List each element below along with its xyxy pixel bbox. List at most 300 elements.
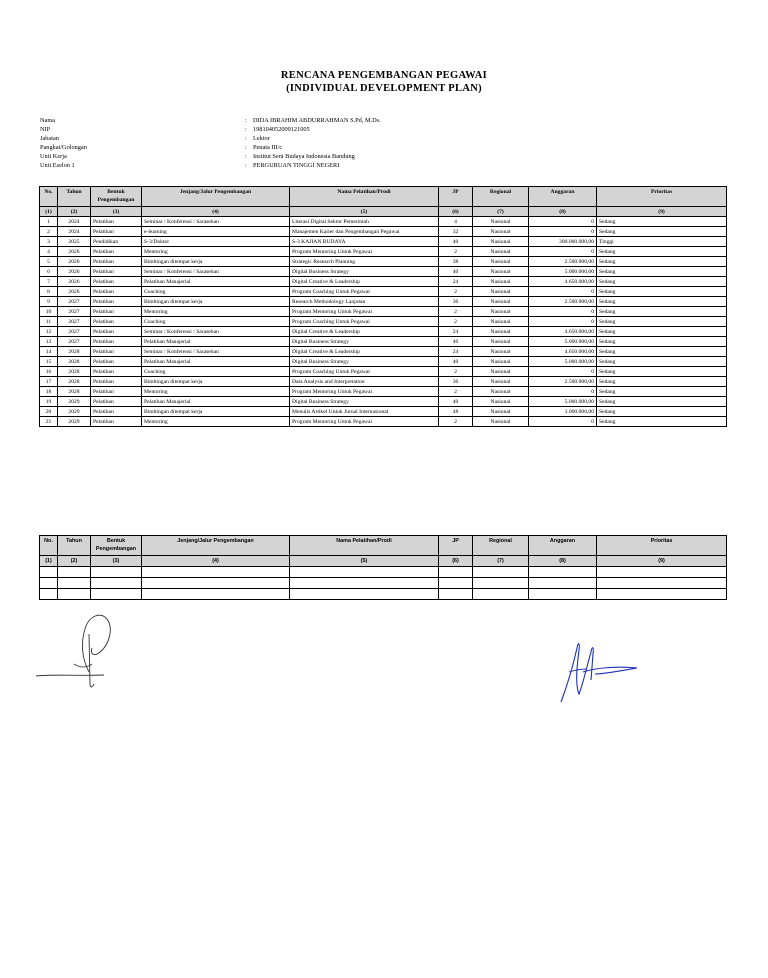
table-column-number-row (40, 556, 727, 567)
cell-year: 2026 (58, 247, 91, 257)
column-number: (4) (142, 207, 290, 217)
cell-path: Pelatihan Manajerial (142, 337, 290, 347)
column-header: JP (439, 187, 473, 207)
info-separator: : (245, 117, 247, 124)
cell-regional: Nasional (473, 257, 529, 267)
info-value: 198104052009121005 (253, 126, 310, 133)
table-row (40, 567, 727, 578)
cell-form: Pelatihan (91, 247, 142, 257)
cell-budget: 0 (529, 227, 597, 237)
cell-form: Pelatihan (91, 397, 142, 407)
cell-form: Pendidikan (91, 237, 142, 247)
column-header: Prioritas (597, 536, 727, 556)
cell-path: Seminar / Konferensi / Sarasehan (142, 327, 290, 337)
cell-regional: Nasional (473, 347, 529, 357)
cell-no: 16 (40, 367, 58, 377)
cell-path: Bimbingan ditempat kerja (142, 407, 290, 417)
column-number: (5) (290, 207, 439, 217)
column-number: (8) (529, 556, 597, 567)
cell-path: S-3/Doktor (142, 237, 290, 247)
cell-path: Bimbingan ditempat kerja (142, 297, 290, 307)
empty-cell (529, 567, 597, 578)
cell-budget: 4.650.000,00 (529, 327, 597, 337)
cell-no: 10 (40, 307, 58, 317)
cell-form: Pelatihan (91, 267, 142, 277)
column-number: (3) (91, 556, 142, 567)
table-row (40, 247, 727, 257)
cell-form: Pelatihan (91, 407, 142, 417)
info-row (40, 152, 640, 161)
cell-priority: Sedang (597, 257, 727, 267)
cell-path: Mentoring (142, 417, 290, 427)
cell-regional: Nasional (473, 337, 529, 347)
cell-jp: 38 (439, 257, 473, 267)
cell-training-name: Menulis Artikel Untuk Jurnal Internasional (290, 407, 439, 417)
empty-cell (91, 589, 142, 600)
cell-training-name: Program Coaching Untuk Pegawai (290, 367, 439, 377)
info-label: Pangkat/Golongan (40, 144, 87, 151)
column-header: JP (439, 536, 473, 556)
cell-path: Pelatihan Manajerial (142, 277, 290, 287)
development-plan-table (39, 186, 727, 427)
cell-priority: Sedang (597, 387, 727, 397)
column-number: (5) (290, 556, 439, 567)
info-label: Nama (40, 117, 56, 124)
cell-no: 19 (40, 397, 58, 407)
cell-budget: 0 (529, 247, 597, 257)
column-number: (6) (439, 556, 473, 567)
cell-no: 5 (40, 257, 58, 267)
cell-no: 21 (40, 417, 58, 427)
column-number: (8) (529, 207, 597, 217)
column-header: Anggaran (529, 536, 597, 556)
table-row (40, 357, 727, 367)
empty-cell (142, 578, 290, 589)
cell-jp: 2 (439, 417, 473, 427)
cell-jp: 24 (439, 327, 473, 337)
cell-form: Pelatihan (91, 307, 142, 317)
cell-regional: Nasional (473, 397, 529, 407)
empty-cell (290, 578, 439, 589)
cell-year: 2026 (58, 277, 91, 287)
cell-budget: 5.000.000,00 (529, 357, 597, 367)
cell-year: 2028 (58, 357, 91, 367)
empty-cell (597, 578, 727, 589)
column-header: Tahun (58, 187, 91, 207)
column-header: No. (40, 187, 58, 207)
empty-cell (40, 567, 58, 578)
cell-regional: Nasional (473, 317, 529, 327)
cell-jp: 2 (439, 287, 473, 297)
cell-year: 2025 (58, 237, 91, 247)
cell-training-name: Manajemen Karier dan Pengembangan Pegawai (290, 227, 439, 237)
column-number: (9) (597, 207, 727, 217)
info-label: Unit Kerja (40, 153, 67, 160)
cell-jp: 40 (439, 397, 473, 407)
cell-training-name: Digital Creative & Leadership (290, 277, 439, 287)
cell-no: 18 (40, 387, 58, 397)
cell-training-name: Digital Creative & Leadership (290, 327, 439, 337)
cell-priority: Sedang (597, 297, 727, 307)
cell-priority: Sedang (597, 347, 727, 357)
cell-regional: Nasional (473, 377, 529, 387)
cell-jp: 2 (439, 247, 473, 257)
column-number: (3) (91, 207, 142, 217)
cell-year: 2024 (58, 217, 91, 227)
cell-jp: 40 (439, 237, 473, 247)
info-label: Jabatan (40, 135, 59, 142)
cell-training-name: Program Coaching Untuk Pegawai (290, 287, 439, 297)
column-header: Prioritas (597, 187, 727, 207)
info-row (40, 125, 640, 134)
cell-year: 2029 (58, 417, 91, 427)
cell-priority: Sedang (597, 357, 727, 367)
additional-plan-table (39, 535, 727, 600)
cell-training-name: Digital Creative & Leadership (290, 347, 439, 357)
cell-regional: Nasional (473, 417, 529, 427)
empty-cell (58, 578, 91, 589)
cell-form: Pelatihan (91, 357, 142, 367)
column-number: (1) (40, 207, 58, 217)
signature-left-image (34, 604, 144, 694)
cell-jp: 2 (439, 307, 473, 317)
empty-cell (439, 578, 473, 589)
empty-cell (439, 567, 473, 578)
cell-jp: 32 (439, 227, 473, 237)
cell-training-name: Program Coaching Untuk Pegawai (290, 317, 439, 327)
column-number: (7) (473, 207, 529, 217)
column-number: (1) (40, 556, 58, 567)
cell-path: Mentoring (142, 387, 290, 397)
cell-no: 9 (40, 297, 58, 307)
cell-path: Pelatihan Manajerial (142, 357, 290, 367)
info-separator: : (245, 144, 247, 151)
empty-cell (473, 589, 529, 600)
cell-training-name: Program Mentoring Untuk Pegawai (290, 307, 439, 317)
cell-no: 15 (40, 357, 58, 367)
empty-cell (473, 567, 529, 578)
cell-year: 2026 (58, 257, 91, 267)
cell-no: 17 (40, 377, 58, 387)
cell-no: 14 (40, 347, 58, 357)
cell-training-name: Program Mentoring Untuk Pegawai (290, 247, 439, 257)
column-number: (2) (58, 207, 91, 217)
cell-year: 2028 (58, 387, 91, 397)
cell-year: 2029 (58, 407, 91, 417)
cell-priority: Sedang (597, 407, 727, 417)
column-header: Bentuk Pengembangan (91, 187, 142, 207)
cell-training-name: Program Mentoring Untuk Pegawai (290, 417, 439, 427)
empty-cell (142, 567, 290, 578)
cell-path: Bimbingan ditempat kerja (142, 377, 290, 387)
cell-path: e-learning (142, 227, 290, 237)
cell-budget: 0 (529, 317, 597, 327)
cell-regional: Nasional (473, 407, 529, 417)
cell-budget: 5.000.000,00 (529, 337, 597, 347)
info-value: PERGURUAN TINGGI NEGERI (253, 162, 340, 169)
cell-no: 4 (40, 247, 58, 257)
column-header: Nama Pelatihan/Prodi (290, 536, 439, 556)
cell-regional: Nasional (473, 387, 529, 397)
cell-priority: Sedang (597, 337, 727, 347)
cell-no: 2 (40, 227, 58, 237)
column-header: Anggaran (529, 187, 597, 207)
cell-budget: 0 (529, 307, 597, 317)
info-value: Penata III/c (253, 144, 283, 151)
cell-budget: 4.650.000,00 (529, 277, 597, 287)
cell-path: Mentoring (142, 307, 290, 317)
cell-priority: Tinggi (597, 237, 727, 247)
table-row (40, 589, 727, 600)
cell-jp: 2 (439, 367, 473, 377)
cell-jp: 2 (439, 387, 473, 397)
cell-form: Pelatihan (91, 227, 142, 237)
info-row (40, 116, 640, 125)
cell-regional: Nasional (473, 267, 529, 277)
cell-jp: 48 (439, 407, 473, 417)
cell-year: 2028 (58, 367, 91, 377)
cell-regional: Nasional (473, 367, 529, 377)
cell-budget: 0 (529, 287, 597, 297)
column-header: Jenjang/Jalur Pengembangan (142, 187, 290, 207)
cell-form: Pelatihan (91, 337, 142, 347)
cell-budget: 0 (529, 217, 597, 227)
cell-priority: Sedang (597, 287, 727, 297)
cell-form: Pelatihan (91, 317, 142, 327)
cell-training-name: Research Methodology Lanjutan (290, 297, 439, 307)
cell-year: 2027 (58, 317, 91, 327)
cell-budget: 2.500.000,00 (529, 297, 597, 307)
empty-cell (91, 578, 142, 589)
info-label: Unit Eselon 1 (40, 162, 75, 169)
column-header: Bentuk Pengembangan (91, 536, 142, 556)
cell-priority: Sedang (597, 227, 727, 237)
table-row (40, 407, 727, 417)
cell-form: Pelatihan (91, 297, 142, 307)
empty-cell (58, 567, 91, 578)
cell-no: 1 (40, 217, 58, 227)
cell-priority: Sedang (597, 247, 727, 257)
cell-priority: Sedang (597, 377, 727, 387)
signature-right-image (555, 636, 645, 708)
cell-training-name: Data Analysis and Interpretation (290, 377, 439, 387)
info-row (40, 143, 640, 152)
table-row (40, 287, 727, 297)
empty-cell (290, 589, 439, 600)
cell-budget: 0 (529, 387, 597, 397)
cell-training-name: Digital Business Strategy (290, 397, 439, 407)
cell-path: Bimbingan ditempat kerja (142, 257, 290, 267)
empty-cell (40, 589, 58, 600)
table-row (40, 297, 727, 307)
cell-jp: 40 (439, 267, 473, 277)
table-row (40, 227, 727, 237)
table-row (40, 307, 727, 317)
table-row (40, 317, 727, 327)
cell-training-name: Digital Business Strategy (290, 267, 439, 277)
cell-year: 2027 (58, 307, 91, 317)
document-title: RENCANA PENGEMBANGAN PEGAWAI (280, 70, 488, 81)
empty-cell (290, 567, 439, 578)
table-row (40, 337, 727, 347)
cell-regional: Nasional (473, 227, 529, 237)
cell-path: Mentoring (142, 247, 290, 257)
column-number: (9) (597, 556, 727, 567)
cell-budget: 5.000.000,00 (529, 267, 597, 277)
table-row (40, 237, 727, 247)
cell-no: 3 (40, 237, 58, 247)
cell-no: 13 (40, 337, 58, 347)
column-header: Jenjang/Jalur Pengembangan (142, 536, 290, 556)
cell-form: Pelatihan (91, 277, 142, 287)
column-header: Nama Pelatihan/Prodi (290, 187, 439, 207)
cell-no: 8 (40, 287, 58, 297)
table-column-number-row (40, 207, 727, 217)
cell-year: 2027 (58, 327, 91, 337)
cell-jp: 40 (439, 337, 473, 347)
table-row (40, 327, 727, 337)
empty-cell (529, 578, 597, 589)
cell-path: Seminar / Konferensi / Sarasehan (142, 217, 290, 227)
cell-path: Seminar / Konferensi / Sarasehan (142, 347, 290, 357)
cell-no: 12 (40, 327, 58, 337)
table-row (40, 347, 727, 357)
table-row (40, 578, 727, 589)
table-row (40, 377, 727, 387)
empty-cell (597, 589, 727, 600)
cell-year: 2027 (58, 297, 91, 307)
column-header: No. (40, 536, 58, 556)
cell-budget: 4.650.000,00 (529, 347, 597, 357)
cell-form: Pelatihan (91, 257, 142, 267)
cell-jp: 40 (439, 357, 473, 367)
cell-form: Pelatihan (91, 377, 142, 387)
table-row (40, 367, 727, 377)
cell-budget: 0 (529, 367, 597, 377)
cell-form: Pelatihan (91, 367, 142, 377)
column-number: (4) (142, 556, 290, 567)
cell-budget: 5.000.000,00 (529, 397, 597, 407)
cell-training-name: Digital Business Strategy (290, 337, 439, 347)
cell-regional: Nasional (473, 307, 529, 317)
document-subtitle: (INDIVIDUAL DEVELOPMENT PLAN) (286, 83, 482, 94)
table-row (40, 397, 727, 407)
cell-regional: Nasional (473, 237, 529, 247)
info-separator: : (245, 135, 247, 142)
empty-cell (529, 589, 597, 600)
cell-budget: 2.500.000,00 (529, 377, 597, 387)
column-number: (7) (473, 556, 529, 567)
table-header-row (40, 536, 727, 556)
table-row (40, 257, 727, 267)
column-number: (6) (439, 207, 473, 217)
column-header: Tahun (58, 536, 91, 556)
empty-cell (40, 578, 58, 589)
cell-no: 6 (40, 267, 58, 277)
column-header: Regional (473, 536, 529, 556)
info-value: Institut Seni Budaya Indonesia Bandung (253, 153, 355, 160)
table-row (40, 417, 727, 427)
cell-year: 2024 (58, 227, 91, 237)
cell-priority: Sedang (597, 397, 727, 407)
info-label: NIP (40, 126, 51, 133)
cell-path: Pelatihan Manajerial (142, 397, 290, 407)
table-row (40, 277, 727, 287)
column-header: Regional (473, 187, 529, 207)
cell-form: Pelatihan (91, 217, 142, 227)
cell-training-name: Strategic Research Planning (290, 257, 439, 267)
cell-year: 2029 (58, 397, 91, 407)
cell-priority: Sedang (597, 327, 727, 337)
cell-regional: Nasional (473, 357, 529, 367)
cell-training-name: Digital Business Strategy (290, 357, 439, 367)
cell-priority: Sedang (597, 317, 727, 327)
cell-year: 2028 (58, 377, 91, 387)
info-separator: : (245, 153, 247, 160)
table-header-row (40, 187, 727, 207)
info-row (40, 161, 640, 170)
cell-no: 7 (40, 277, 58, 287)
info-separator: : (245, 162, 247, 169)
info-row (40, 134, 640, 143)
cell-jp: 2 (439, 317, 473, 327)
empty-cell (473, 578, 529, 589)
cell-training-name: Literasi Digital Sektor Pemerintah (290, 217, 439, 227)
cell-priority: Sedang (597, 307, 727, 317)
cell-form: Pelatihan (91, 417, 142, 427)
info-value: Lektor (253, 135, 270, 142)
empty-cell (142, 589, 290, 600)
cell-jp: 36 (439, 377, 473, 387)
cell-year: 2027 (58, 337, 91, 347)
empty-cell (91, 567, 142, 578)
empty-cell (58, 589, 91, 600)
cell-priority: Sedang (597, 417, 727, 427)
cell-priority: Sedang (597, 217, 727, 227)
info-separator: : (245, 126, 247, 133)
cell-form: Pelatihan (91, 387, 142, 397)
table-row (40, 387, 727, 397)
cell-jp: 36 (439, 297, 473, 307)
cell-path: Coaching (142, 287, 290, 297)
empty-cell (597, 567, 727, 578)
cell-regional: Nasional (473, 287, 529, 297)
cell-year: 2026 (58, 267, 91, 277)
cell-regional: Nasional (473, 247, 529, 257)
cell-path: Seminar / Konferensi / Sarasehan (142, 267, 290, 277)
table-row (40, 217, 727, 227)
cell-form: Pelatihan (91, 327, 142, 337)
cell-year: 2026 (58, 287, 91, 297)
cell-jp: 24 (439, 277, 473, 287)
cell-priority: Sedang (597, 277, 727, 287)
empty-cell (439, 589, 473, 600)
cell-priority: Sedang (597, 267, 727, 277)
cell-no: 11 (40, 317, 58, 327)
cell-jp: 4 (439, 217, 473, 227)
cell-year: 2028 (58, 347, 91, 357)
cell-jp: 24 (439, 347, 473, 357)
cell-regional: Nasional (473, 327, 529, 337)
cell-training-name: S-3 KAJIAN BUDAYA (290, 237, 439, 247)
cell-regional: Nasional (473, 217, 529, 227)
cell-no: 20 (40, 407, 58, 417)
cell-form: Pelatihan (91, 287, 142, 297)
cell-regional: Nasional (473, 297, 529, 307)
cell-regional: Nasional (473, 277, 529, 287)
cell-path: Coaching (142, 317, 290, 327)
employee-info (40, 116, 640, 170)
